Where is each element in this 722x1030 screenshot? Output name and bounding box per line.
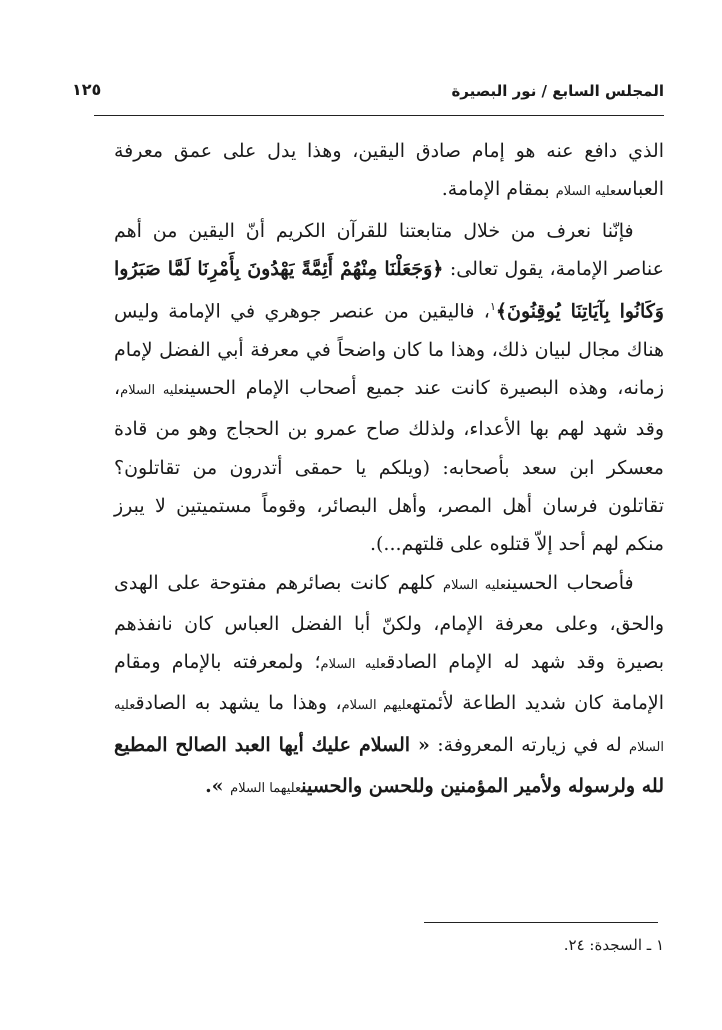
page-number: ١٢٥ (72, 80, 102, 99)
quran-verse: ﴿وَجَعَلْنَا مِنْهُمْ أَئِمَّةً يَهْدُونَ بِأَمْرِنَا لَمَّا صَبَرُوا وَكَانُوا بِآيَاتِنَا يُوقِنُونَ﴾ (114, 257, 664, 323)
paragraph-3-text-3: ؛ ولمعرفته بالإمام ومقام الإمامة كان شديد الطاعة لأئمته (114, 651, 664, 715)
ziyarah-quote: « السلام عليك أيها العبد الصالح المطيع لله ولرسوله ولأمير المؤمنين وللحسن والحسين (114, 733, 664, 798)
paragraph-2-text-1: فإنّنا نعرف من خلال متابعتنا للقرآن الكريم أنّ اليقين من أهم عناصر الإمامة، يقول تعالى: (114, 219, 664, 280)
paragraph-3 (114, 564, 664, 809)
honorific: عليه السلام (320, 657, 387, 673)
honorific: عليه السلام (114, 698, 665, 755)
honorific: عليه السلام (443, 577, 507, 593)
paragraph-3-text-4: ، وهذا ما يشهد به الصادق (135, 692, 342, 715)
honorific: عليه السلام (120, 383, 185, 399)
header-rule (94, 115, 664, 116)
paragraph-3-text-5: له في زيارته المعروفة: (429, 733, 630, 756)
running-title: المجلس السابع / نور البصيرة (451, 82, 664, 100)
paragraph-2 (114, 212, 664, 564)
honorific: عليهم السلام (341, 698, 413, 714)
honorific: عليه السلام (555, 184, 617, 200)
paragraph-1-text-2: بمقام الإمامة. (441, 178, 556, 201)
paragraph-2-text-3: ، وقد شهد لهم بها الأعداء، ولذلك صاح عمرو بن الحجاج وهو من قادة معسكر ابن سعد بأصحابه: (ويلكم يا حمقى أتدرون من تقاتلون؟ تقاتلون فرسان أهل المصر، وأهل البصائر، وقوماً مستميتين لا يبرز منكم لهم أحد إلاّ قتلوه على قلتهم...). (114, 377, 664, 556)
footnote: ١ ـ السجدة: ٢٤. (563, 936, 664, 954)
body-text (114, 132, 664, 808)
paragraph-2-text-2: ، فاليقين من عنصر جوهري في الإمامة وليس هناك مجال لبيان ذلك، وهذا ما كان واضحاً في معرفة أبي الفضل لإمام زمانه، وهذه البصيرة كانت عند جميع أصحاب الإمام الحسين (114, 300, 665, 400)
paragraph-1-text-1: الذي دافع عنه هو إمام صادق اليقين، وهذا يدل على عمق معرفة العباس (114, 140, 664, 201)
paragraph-3-text-2: كلهم كانت بصائرهم مفتوحة على الهدى والحق، وعلى معرفة الإمام، ولكنّ أبا الفضل العباس كان نانفذهم بصيرة وقد شهد له الإمام الصادق (114, 571, 664, 674)
paragraph-3-text-1: فأصحاب الحسين (506, 571, 634, 594)
ziyarah-quote-end: ». (205, 775, 231, 798)
honorific: عليهما السلام (230, 781, 302, 797)
footnote-rule (424, 922, 658, 923)
footnote-marker: ١ (489, 300, 496, 314)
paragraph-1 (114, 132, 664, 212)
